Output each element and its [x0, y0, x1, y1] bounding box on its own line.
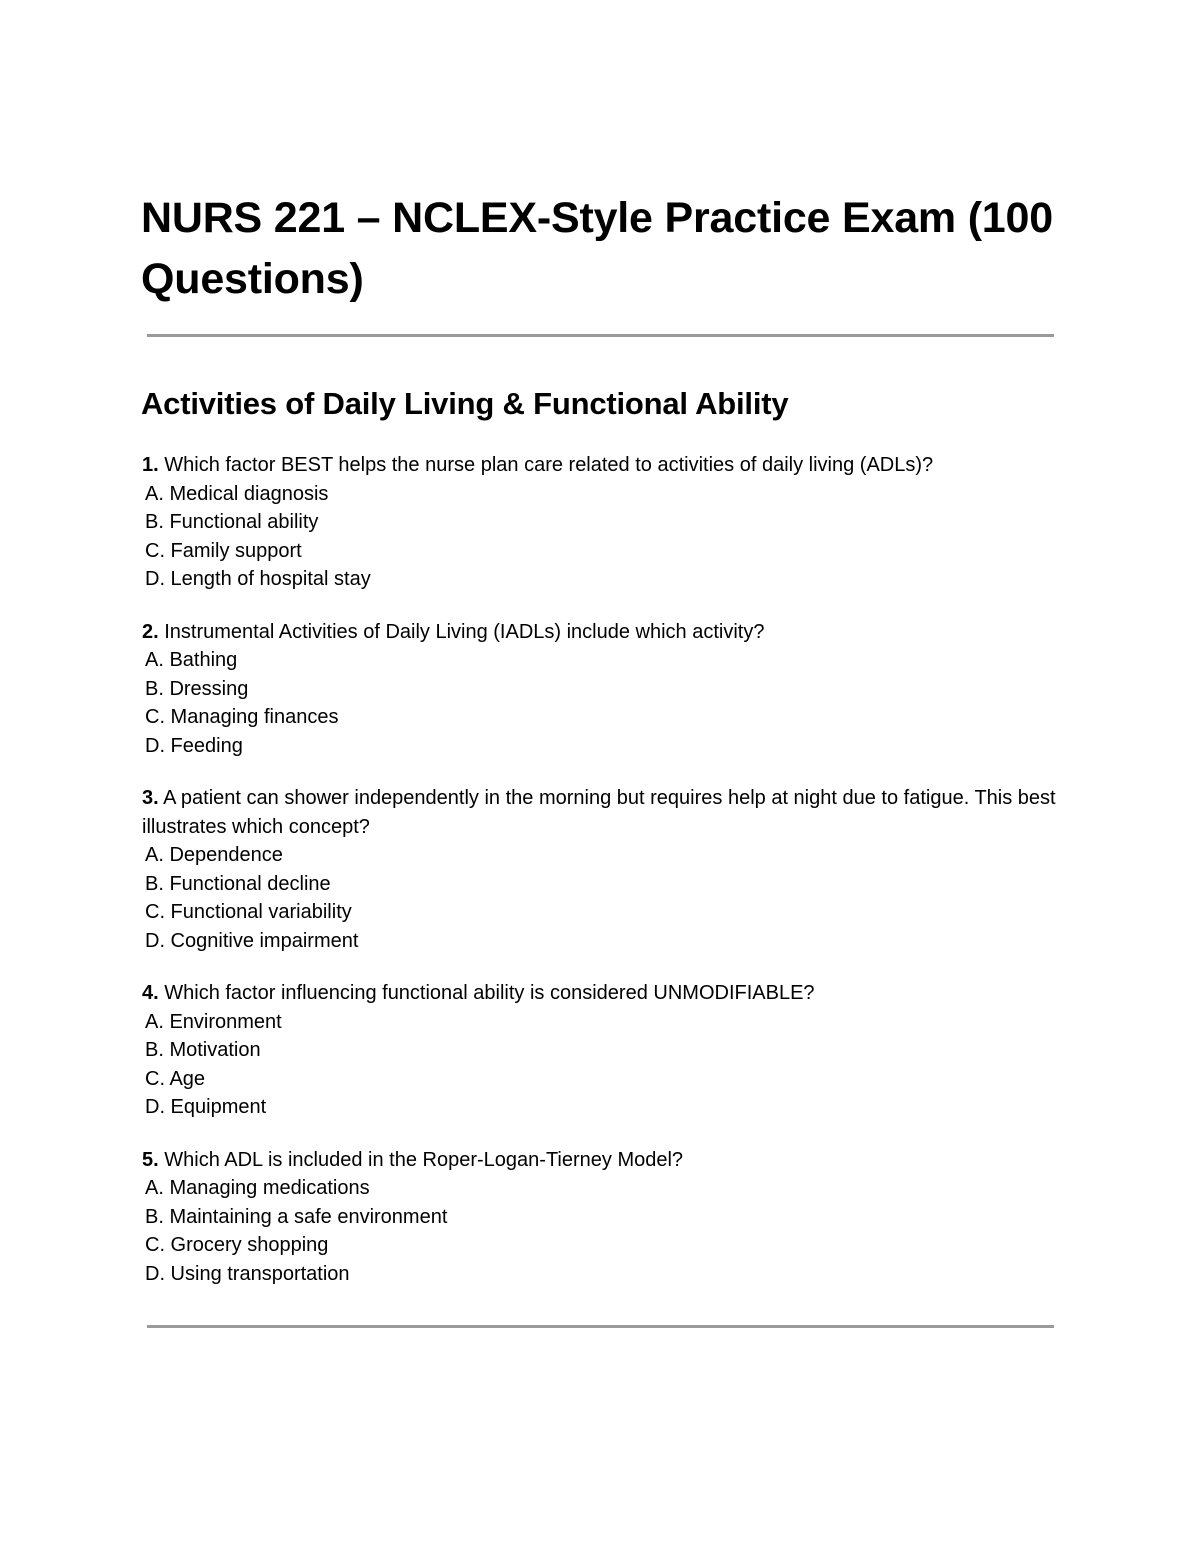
answer-option-d: D. Feeding	[145, 734, 243, 757]
question-4	[142, 979, 1072, 1122]
bottom-divider	[147, 1325, 1054, 1328]
question-number: 2.	[142, 620, 159, 643]
answer-option-a: A. Managing medications	[145, 1177, 370, 1199]
section-heading: Activities of Daily Living & Functional Ability	[141, 386, 789, 421]
answer-option-c: C. Family support	[145, 539, 302, 562]
answer-option-b: B. Functional decline	[145, 872, 331, 895]
document-title: NURS 221 – NCLEX-Style Practice Exam (100 Questions)	[141, 194, 1053, 303]
question-stem: Instrumental Activities of Daily Living (IADLs) include which activity?	[164, 620, 765, 643]
answer-option-c: C. Grocery shopping	[145, 1234, 329, 1256]
question-stem: Which factor BEST helps the nurse plan care related to activities of daily living (ADLs)?	[164, 454, 934, 476]
question-3-text	[142, 784, 1072, 841]
answer-option-c: C. Age	[145, 1067, 206, 1090]
answer-option-a: A. Environment	[145, 1010, 282, 1033]
top-divider	[147, 334, 1054, 337]
answer-option-a: A. Bathing	[145, 649, 238, 671]
question-stem: Which factor influencing functional ability is considered UNMODIFIABLE?	[164, 982, 815, 1004]
answer-option-d: D. Cognitive impairment	[145, 929, 359, 952]
answer-option-c: C. Functional variability	[145, 901, 352, 923]
question-5-text	[142, 1146, 1072, 1175]
question-stem: Which ADL is included in the Roper-Logan-Tierney Model?	[164, 1148, 684, 1171]
answer-option-b: B. Functional ability	[145, 511, 319, 533]
question-list	[142, 451, 1072, 1312]
answer-option-a: A. Medical diagnosis	[145, 482, 329, 505]
answer-option-b: B. Motivation	[145, 1039, 261, 1061]
answer-option-d: D. Using transportation	[145, 1262, 350, 1285]
question-number: 3.	[142, 787, 159, 809]
question-number: 5.	[142, 1148, 159, 1171]
question-number: 1.	[142, 454, 159, 476]
question-5	[142, 1146, 1072, 1289]
answer-option-d: D. Length of hospital stay	[145, 568, 371, 590]
answer-option-d: D. Equipment	[145, 1096, 267, 1118]
answer-option-a: A. Dependence	[145, 844, 283, 866]
question-stem: A patient can shower independently in the morning but requires help at night due to fatigue. This best illustrates which concept?	[142, 787, 1056, 838]
question-4-text	[142, 979, 1072, 1008]
question-3	[142, 784, 1072, 955]
question-1	[142, 451, 1072, 594]
answer-option-c: C. Managing finances	[145, 706, 339, 728]
answer-option-b: B. Dressing	[145, 677, 249, 700]
question-2-text	[142, 618, 1072, 647]
question-1-text	[142, 451, 1072, 480]
answer-option-b: B. Maintaining a safe environment	[145, 1205, 448, 1228]
question-2	[142, 618, 1072, 761]
question-number: 4.	[142, 982, 159, 1004]
